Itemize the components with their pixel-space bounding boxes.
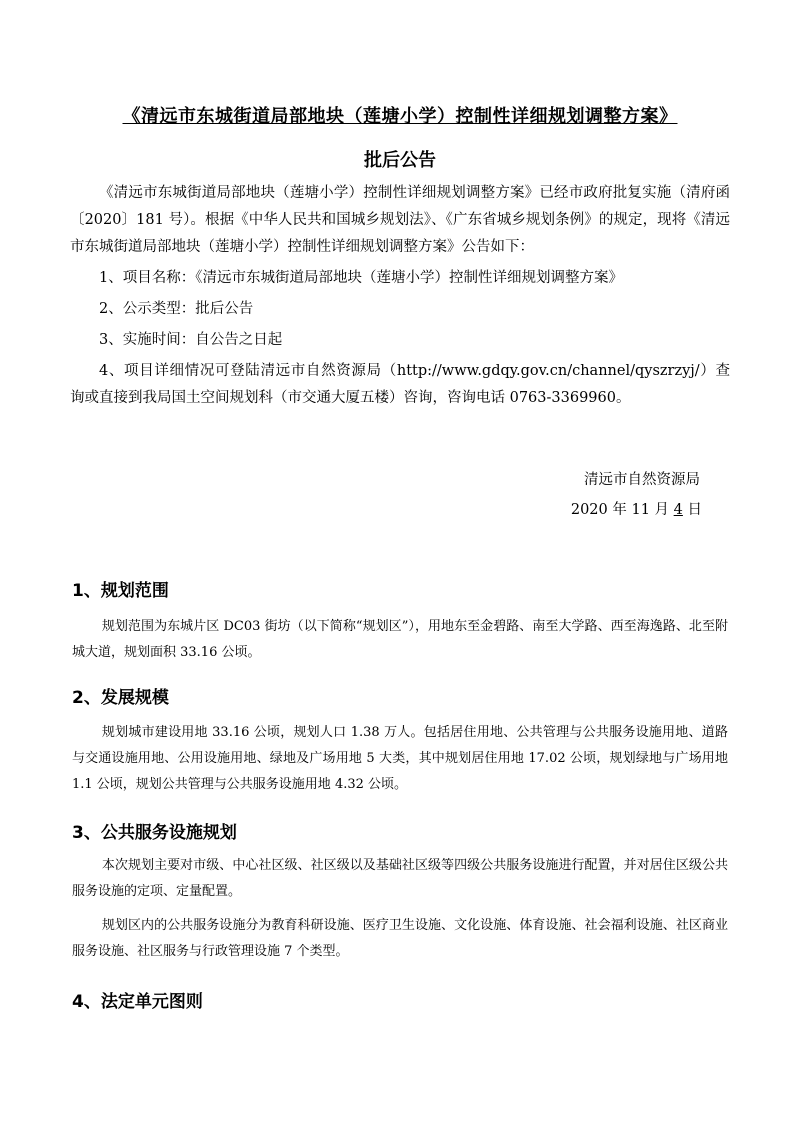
signature-org: 清远市自然资源局 <box>584 472 700 488</box>
signature-date-suffix: 日 <box>687 502 702 518</box>
notice-body <box>70 180 730 416</box>
section-paragraph: 规划范围为东城片区 DC03 街坊（以下简称“规划区”），用地东至金碧路、南至大学路、西至海逸路、北至附城大道，规划面积 33.16 公顷。 <box>72 619 728 660</box>
notice-item-details: 4、项目详细情况可登陆清远市自然资源局（http://www.gdqy.gov.cn/channel/qyszrzyj/）查询或直接到我局国土空间规划科（市交通大厦五楼）咨询，咨询电话 0763-3369960。 <box>70 363 730 406</box>
section-body-public-services <box>72 853 728 965</box>
signature-date-day: 4 <box>673 502 683 518</box>
signature-date <box>571 495 702 525</box>
signature-block <box>571 465 700 525</box>
section-heading-development-scale: 2、发展规模 <box>72 688 169 708</box>
section-paragraph: 本次规划主要对市级、中心社区级、社区级以及基础社区级等四级公共服务设施进行配置，并对居住区级公共服务设施的定项、定量配置。 <box>72 858 728 899</box>
notice-item-effective-time: 3、实施时间：自公告之日起 <box>99 332 283 348</box>
section-heading-public-services: 3、公共服务设施规划 <box>72 823 237 843</box>
notice-item-project-name: 1、项目名称：《清远市东城街道局部地块（莲塘小学）控制性详细规划调整方案》 <box>99 270 623 286</box>
notice-item-notice-type: 2、公示类型：批后公告 <box>99 301 254 317</box>
signature-date-year-month: 2020 年 11 月 <box>570 502 670 518</box>
section-paragraph: 规划区内的公共服务设施分为教育科研设施、医疗卫生设施、文化设施、体育设施、社会福利设施、社区商业服务设施、社区服务与行政管理设施 7 个类型。 <box>72 918 728 959</box>
section-paragraph: 规划城市建设用地 33.16 公顷，规划人口 1.38 万人。包括居住用地、公共管理与公共服务设施用地、道路与交通设施用地、公用设施用地、绿地及广场用地 5 大类，其中规划居住用地 17.02 公顷，规划绿地与广场用地 1.1 公顷，规划公共管理与公共服务设施用地 4.32 公顷。 <box>72 725 728 792</box>
section-body-planning-scope <box>72 614 728 666</box>
section-body-development-scale <box>72 720 728 798</box>
section-heading-planning-scope: 1、规划范围 <box>72 581 169 601</box>
document-subtitle: 批后公告 <box>364 150 436 171</box>
section-heading-statutory-unit-plan: 4、法定单元图则 <box>72 992 203 1012</box>
document-title: 《清远市东城街道局部地块（莲塘小学）控制性详细规划调整方案》 <box>122 106 678 127</box>
notice-intro: 《清远市东城街道局部地块（莲塘小学）控制性详细规划调整方案》已经市政府批复实施（清府函〔2020〕181 号）。根据《中华人民共和国城乡规划法》、《广东省城乡规划条例》的规定，现将《清远市东城街道局部地块（莲塘小学）控制性详细规划调整方案》公告如下： <box>70 185 730 255</box>
